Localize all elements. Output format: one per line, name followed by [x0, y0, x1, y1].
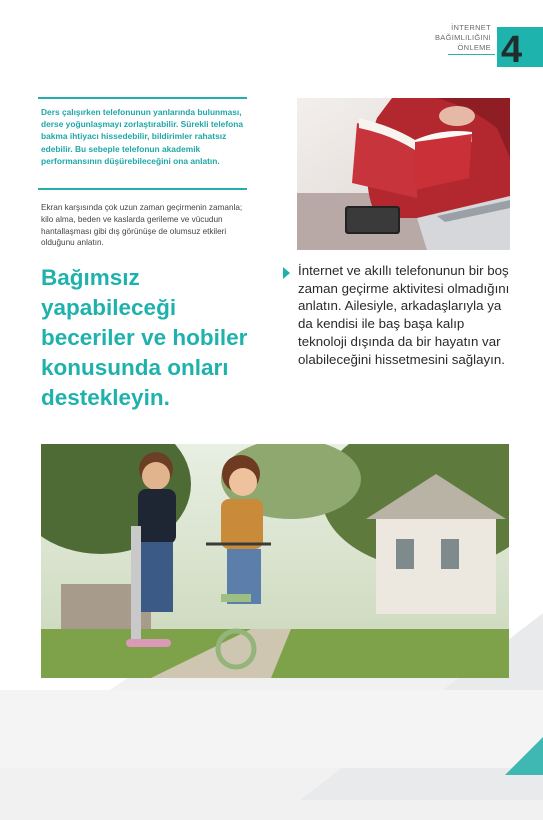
quote-rule-bottom [38, 188, 247, 190]
section-title-line: İNTERNET [451, 23, 491, 32]
corner-accent [505, 735, 543, 775]
background-shape [0, 690, 543, 768]
bullet-arrow-icon [283, 267, 290, 279]
pull-quote: Ders çalışırken telefonunun yanlarında bulunması, derse yoğunlaşmayı zorlaştırabilir. Sürekli telefona bakma ihtiyacı hissedebilir, bildirimler rahatsız edebilir. Bu sebeple telefonun akademik performansının düşürebileceğini ona anlatın. [41, 107, 244, 166]
body-paragraph: Ekran karşısında çok uzun zaman geçirmenin zamanla; kilo alma, beden ve kaslarda gerileme ve vücudun hantallaşması gibi dış görünüşe de olumsuz etkileri olduğunu anlatın. [41, 203, 243, 248]
chapter-number: 4 [501, 29, 523, 71]
quote-rule-top [38, 97, 247, 99]
section-title-line: BAĞIMLILIĞINI [435, 33, 491, 42]
header-divider [448, 54, 495, 55]
headline: Bağımsız yapabileceği beceriler ve hobiler konusunda onları destekleyin. [41, 265, 248, 410]
reading-photo [297, 98, 510, 250]
bullet-paragraph: İnternet ve akıllı telefonunun bir boş zaman geçirme aktivitesi olmadığını anlatın. Ailesiyle, arkadaşlarıyla ya da kendisi ile baş başa kalıp teknoloji dışında da bir hayatın var olabileceğini hissetmesini sağlayın. [298, 263, 510, 367]
section-title [435, 23, 491, 53]
kids-outdoor-photo [41, 444, 509, 678]
section-title-line: ÖNLEME [457, 43, 491, 52]
